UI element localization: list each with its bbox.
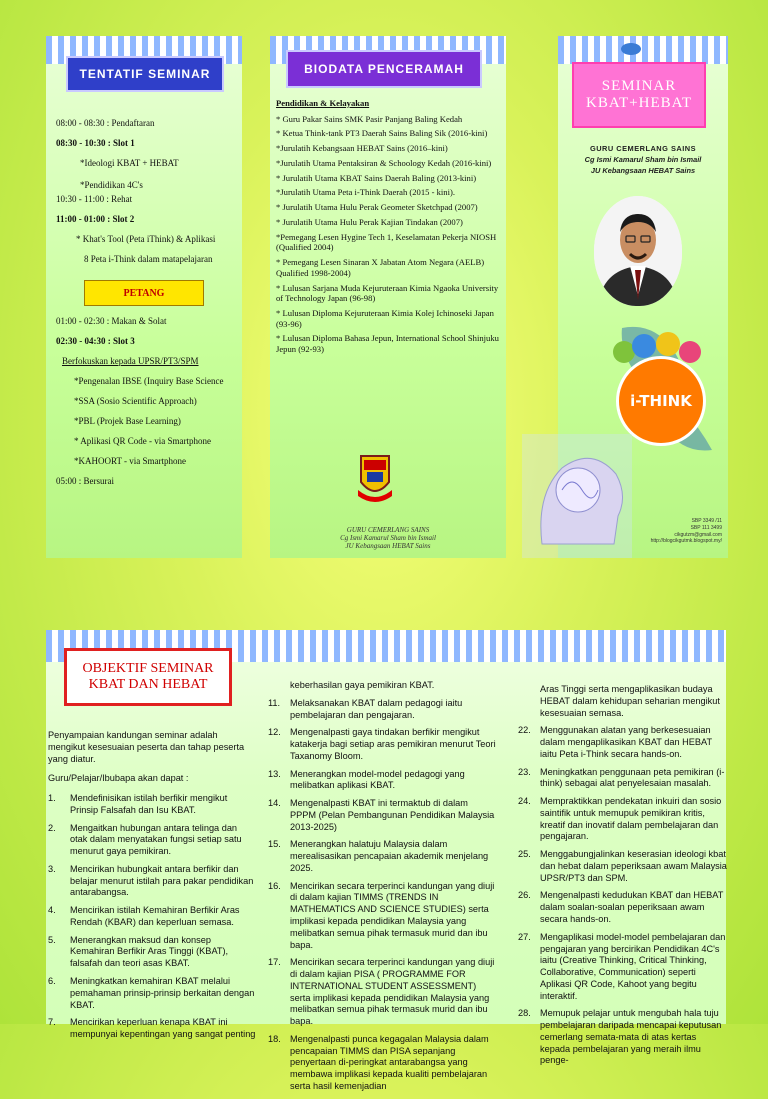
list-text: Mengaitkan hubungan antara telinga dan otak dalam menyatakan fungsi setiap satu menurut gaya pemikiran. (70, 822, 242, 857)
schedule-row: 08:30 - 10:30 : Slot 1 (56, 138, 135, 148)
list-item (268, 957, 496, 1028)
biodata-title: BIODATA PENCERAMAH (286, 50, 482, 88)
ithink-logo-text: i-THINK (630, 392, 692, 410)
leaf-icon (620, 42, 642, 56)
list-number: 1. (48, 793, 56, 804)
schedule-row: *PBL (Projek Base Learning) (74, 416, 181, 426)
list-number: 12. (268, 727, 281, 738)
list-item (518, 796, 728, 843)
list-number: 16. (268, 880, 281, 891)
portrait-photo (594, 196, 682, 306)
schedule-row: *Pengenalan IBSE (Inquiry Base Science (74, 376, 224, 386)
list-number: 17. (268, 957, 281, 968)
biodata-item: * Ketua Think-tank PT3 Daerah Sains Baling Sik (2016-kini) (276, 128, 488, 139)
list-item (268, 1034, 496, 1093)
list-text: Mengenalpasti kedudukan KBAT dan HEBAT dalam soalan-soalan peperiksaan awam secara hands-on. (540, 890, 724, 925)
list-number: 13. (268, 768, 281, 779)
list-number: 18. (268, 1033, 281, 1044)
list-number: 11. (268, 697, 281, 708)
objektif-title (64, 648, 232, 706)
objektif-column-left (48, 730, 256, 1047)
list-number: 15. (268, 839, 281, 850)
credit-line: Cg Ismi Kamarul Sham bin Ismail (340, 534, 436, 542)
biodata-item: * Lulusan Sarjana Muda Kejuruteraan Kimia Ngaoka University of Technology Japan (96-98) (276, 282, 499, 304)
credit-line: JU Kebangsaan HEBAT Sains (345, 542, 431, 550)
list-text: Mengenalpasti gaya tindakan berfikir mengikut katakerja bagi setiap aras pemikiran menurut Teori Taxanomy Bloom. (290, 727, 496, 761)
schedule-row: * Khat's Tool (Peta iThink) & Aplikasi (76, 234, 216, 244)
list-text: Melaksanakan KBAT dalam pedagogi iaitu pembelajaran dan pengajaran. (290, 697, 463, 720)
schedule-morning (56, 118, 246, 278)
list-text: Menerangkan maksud dan konsep Kemahiran Berfikir Aras Tinggi (KBAT), falsafah dan teori asas KBAT. (70, 934, 229, 969)
list-text: Mengenalpasti KBAT ini termaktub di dalam PPPM (Pelan Pembangunan Pendidikan Malaysia 2013-2025) (290, 798, 495, 832)
cover-contact (640, 518, 722, 545)
biodata-item: * Jurulatih Utama KBAT Sains Daerah Baling (2013-kini) (276, 172, 477, 183)
cover-role: JU Kebangsaan HEBAT Sains (590, 166, 696, 175)
list-item (268, 839, 496, 874)
cover-title (572, 62, 706, 128)
cartoon-heads-image (612, 332, 704, 366)
list-number: 4. (48, 905, 56, 916)
biodata-list (276, 98, 502, 359)
list-item (518, 932, 728, 1003)
objektif-column-right (518, 684, 728, 1073)
biodata-item: * Jurulatih Utama Hulu Perak Kajian Tindakan (2007) (276, 216, 463, 227)
list-number: 28. (518, 1008, 531, 1019)
list-text: Menggabungjalinkan keserasian ideologi kbat dan hebat dalam peperiksaan awam Malaysia UPSR/PT3 dan SPM. (540, 849, 727, 883)
list-item (518, 725, 728, 760)
list-number: 5. (48, 934, 56, 945)
list-item (48, 864, 256, 899)
list-text: Mencirikan secara terperinci kandungan yang diuji di dalam kajian PISA ( PROGRAMME FOR INTERNATIONAL STUDENT ASSESSMENT) serta implikasi kepada pendidikan Malaysia yang melibatkan semua pihak termasuk murid dan ibu bapa. (290, 957, 495, 1027)
tentatif-title: TENTATIF SEMINAR (66, 56, 224, 92)
credit-line: GURU CEMERLANG SAINS (346, 526, 430, 534)
continued-text: Aras Tinggi serta mengaplikasikan budaya HEBAT dalam kehidupan seharian mengikut kesesuaian semasa. (540, 684, 720, 718)
schedule-row: *Pendidikan 4C's (80, 180, 143, 190)
schedule-row: 8 Peta i-Think dalam matapelajaran (84, 254, 213, 264)
biodata-item: * Pemegang Lesen Sinaran X Jabatan Atom Negara (AELB) Qualified 1998-2004) (276, 257, 485, 278)
list-text: Menggunakan alatan yang berkesesuaian dalam mengaplikasikan KBAT dan HEBAT iaitu Peta i-Think secara hands-on. (540, 725, 712, 759)
list-item (268, 727, 496, 762)
objektif-intro: Penyampaian kandungan seminar adalah mengikut kesesuaian peserta dan tahap peserta yang diatur. (48, 730, 245, 764)
continued-text: keberhasilan gaya pemikiran KBAT. (290, 680, 435, 690)
schedule-row: 05:00 : Bersurai (56, 476, 114, 486)
objektif-column-middle (268, 680, 496, 1099)
list-text: Mencirikan hubungkait antara berfikir dan belajar menurut istilah para pakar pendidikan antarabangsa. (70, 863, 254, 898)
schedule-row: 02:30 - 04:30 : Slot 3 (56, 336, 135, 346)
objektif-title-line: KBAT DAN HEBAT (88, 677, 208, 692)
list-item (268, 698, 496, 722)
list-item (48, 935, 256, 970)
cover-name: Cg Ismi Kamarul Sham bin Ismail (584, 155, 702, 164)
schedule-row: *KAHOORT - via Smartphone (74, 456, 187, 466)
list-item (268, 881, 496, 952)
list-text: Memupuk pelajar untuk mengubah hala tuju pembelajaran daripada mencapai keputusan cemerlang semata-mata di atas kertas kepada pembelajaran yang meraih ilmu penge- (540, 1008, 722, 1066)
list-text: Mengenalpasti punca kegagalan Malaysia dalam pencapaian TIMMS dan PISA sepanjang penyertaan di-peringkat antarabangsa yang membawa implikasi kepada kualiti pembelajaran serta hasil kemenjadian (290, 1033, 489, 1091)
biodata-item: * Jurulatih Utama Hulu Perak Geometer Sketchpad (2007) (276, 202, 478, 213)
list-number: 23. (518, 766, 531, 777)
schedule-row: 11:00 - 01:00 : Slot 2 (56, 214, 135, 224)
list-item (268, 769, 496, 793)
contact-line: http://blogcikgutmk.blogspot.my/ (650, 538, 722, 545)
schedule-row: 01:00 - 02:30 : Makan & Solat (56, 316, 167, 326)
list-number: 14. (268, 798, 281, 809)
list-number: 7. (48, 1017, 56, 1028)
list-item (48, 976, 256, 1011)
cover-title-line: KBAT+HEBAT (586, 95, 692, 111)
list-text: Meningkatkan kemahiran KBAT melalui pemahaman prinsip-prinsip berkaitan dengan KBAT. (70, 976, 255, 1010)
brain-image (522, 434, 632, 558)
list-text: Meningkatkan penggunaan peta pemikiran (i-think) sebagai alat penyelesaian masalah. (540, 766, 725, 789)
biodata-item: * Lulusan Diploma Kejuruteraan Kimia Kolej Ichinoseki Japan (93-96) (276, 308, 494, 329)
list-text: Mempraktikkan pendekatan inkuiri dan sosio saintifik untuk memupuk pemikiran kritis, kreatif dan inovatif dalam pembelajaran dan pengajaran. (540, 796, 722, 842)
schedule-row: Berfokuskan kepada UPSR/PT3/SPM (62, 356, 199, 366)
schedule-row: 10:30 - 11:00 : Rehat (56, 194, 133, 204)
list-item (268, 798, 496, 833)
list-item (48, 823, 256, 858)
list-text: Mendefinisikan istilah berfikir mengikut Prinsip Falsafah dan Isu KBAT. (70, 793, 228, 815)
biodata-item: *Jurulatih Utama Pentaksiran & Schoology Kedah (2016-kini) (276, 157, 492, 168)
schedule-row: * Aplikasi QR Code - via Smartphone (74, 436, 211, 446)
ithink-logo (616, 356, 706, 446)
schedule-row: *SSA (Sosio Scientific Approach) (74, 396, 197, 406)
biodata-item: *Pemegang Lesen Hygine Tech 1, Keselamatan Pekerja NIOSH (Qualified 2004) (276, 231, 497, 253)
list-number: 27. (518, 931, 531, 942)
biodata-item: *Jurulatih Kebangsaan HEBAT Sains (2016–kini) (276, 143, 448, 154)
biodata-credit (290, 526, 486, 550)
contact-line: SBP 3349 /11 (691, 518, 722, 524)
school-crest-image (358, 452, 392, 504)
list-text: Menerangkan model-model pedagogi yang melibatkan aplikasi KBAT. (290, 768, 465, 791)
list-item (518, 767, 728, 791)
contact-line: cikgutzm@gmail.com (674, 531, 722, 538)
list-item (518, 1008, 728, 1067)
biodata-heading: Pendidikan & Kelayakan (276, 98, 370, 108)
objektif-title-line: OBJEKTIF SEMINAR (82, 661, 214, 676)
list-number: 24. (518, 796, 531, 807)
objektif-lead: Guru/Pelajar/Ibubapa akan dapat : (48, 773, 189, 784)
list-text: Mencirikan istilah Kemahiran Berfikir Aras Rendah (KBAR) dan keperluan semasa. (70, 905, 240, 927)
list-number: 2. (48, 822, 56, 833)
biodata-item: * Lulusan Diploma Bahasa Jepun, International School Shinjuku Jepun (92-93) (276, 333, 499, 355)
schedule-row: 08:00 - 08:30 : Pendaftaran (56, 118, 155, 128)
list-number: 6. (48, 976, 56, 987)
stripe-border (558, 36, 728, 64)
list-number: 26. (518, 890, 531, 901)
list-text: Menerangkan halatuju Malaysia dalam merealisasikan pencapaian akademik menjelang 2025. (290, 839, 489, 873)
list-item (518, 849, 728, 884)
list-number: 22. (518, 725, 531, 736)
list-text: Mencirikan secara terperinci kandungan yang diuji di dalam kajian TIMMS (TRENDS IN MATHEMATICS AND SCIENCE STUDIES) serta implikasi kepada pendidikan Malaysia yang melibatkan semua pihak termasuk murid dan ibu bapa. (290, 880, 495, 950)
list-item (48, 793, 256, 817)
petang-badge: PETANG (84, 280, 204, 306)
schedule-row: *Ideologi KBAT + HEBAT (80, 158, 179, 168)
list-item (518, 890, 728, 925)
list-text: Mencirikan keperluan kenapa KBAT ini mempunyai kepentingan yang sangat penting (70, 1017, 256, 1040)
list-text: Mengaplikasi model-model pembelajaran dan pengajaran yang bercirikan Pendidikan 4C's iaitu (Creative Thinking, Critical Thinking, Collaborative, Communication) seperti Aplikasi QR Code, Kahoot yang begitu interaktif. (540, 931, 726, 1001)
cover-title-line: SEMINAR (601, 78, 677, 94)
schedule-afternoon (56, 316, 246, 486)
list-item (48, 905, 256, 929)
cover-subtitle: GURU CEMERLANG SAINS (589, 144, 697, 153)
contact-line: SBP 111 3499 (690, 524, 722, 531)
list-item (48, 1017, 256, 1041)
biodata-item: * Guru Pakar Sains SMK Pasir Panjang Baling Kedah (276, 113, 463, 124)
list-number: 3. (48, 863, 56, 874)
biodata-item: *Jurulatih Utama Peta i-Think Daerah (2015 - kini). (276, 187, 455, 198)
list-number: 25. (518, 849, 531, 860)
